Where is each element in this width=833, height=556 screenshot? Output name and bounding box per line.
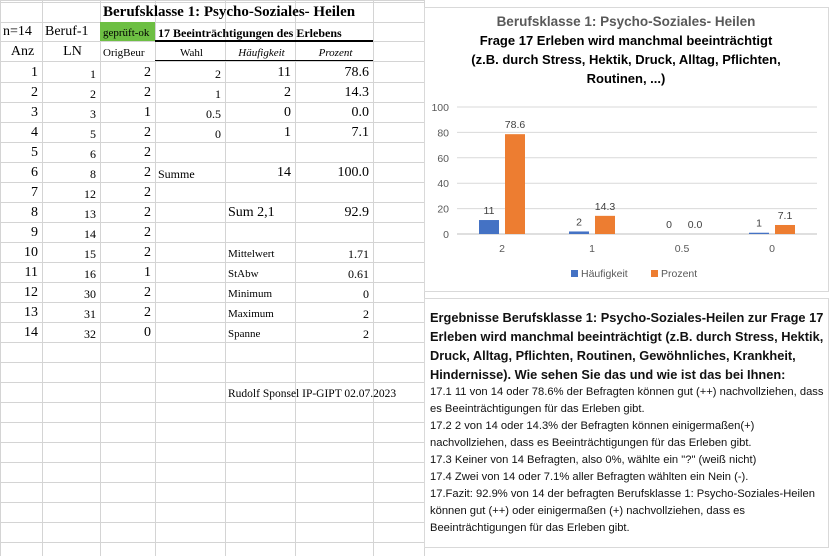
legend-label: Prozent	[661, 268, 698, 280]
anz-cell[interactable]: 12	[24, 285, 38, 300]
anz-cell[interactable]: 14	[24, 325, 38, 340]
origbeur-cell[interactable]: 2	[144, 205, 151, 220]
origbeur-cell[interactable]: 2	[144, 145, 151, 160]
results-textbox[interactable]	[424, 298, 829, 548]
anz-cell[interactable]: 7	[31, 185, 38, 200]
beruf-label[interactable]: Beruf-1	[45, 24, 89, 39]
origbeur-cell[interactable]: 2	[144, 65, 151, 80]
haeufigkeit-cell[interactable]: 0	[284, 105, 291, 120]
anz-cell[interactable]: 3	[31, 105, 38, 120]
result-item-4: 17.4 Zwei von 14 oder 7.1% aller Befragten wählten ein Nein (-).	[430, 471, 749, 483]
chart-title-line: Frage 17 Erleben wird manchmal beeinträchtigt	[479, 33, 773, 48]
stat-value[interactable]: 2	[363, 327, 369, 341]
question-header[interactable]: 17 Beeinträchtigungen des Erlebens	[158, 26, 342, 40]
anz-cell[interactable]: 8	[31, 205, 38, 220]
prozent-cell[interactable]: 78.6	[344, 65, 369, 80]
haeufigkeit-cell[interactable]: 2	[284, 85, 291, 100]
sum21-prozent[interactable]: 92.9	[344, 205, 369, 220]
col-header-haeufigkeit[interactable]: Häufigkeit	[238, 47, 285, 59]
x-tick-label: 0.5	[674, 243, 690, 255]
stat-label[interactable]: Spanne	[228, 328, 261, 340]
stat-label[interactable]: Minimum	[228, 288, 273, 300]
data-label: 1	[756, 217, 762, 230]
ln-cell[interactable]: 32	[84, 327, 96, 341]
anz-cell[interactable]: 5	[31, 145, 38, 160]
chart-title-line: Berufsklasse 1: Psycho-Soziales- Heilen	[496, 14, 756, 29]
origbeur-cell[interactable]: 2	[144, 125, 151, 140]
anz-cell[interactable]: 13	[24, 305, 38, 320]
stat-value[interactable]: 0.61	[348, 267, 369, 281]
haeufigkeit-cell[interactable]: 1	[284, 125, 291, 140]
wahl-cell[interactable]: 1	[215, 87, 221, 101]
stat-label[interactable]: Maximum	[228, 308, 274, 320]
summe-label[interactable]: Summe	[158, 167, 195, 181]
bar-haeufigkeit	[479, 220, 499, 234]
wahl-cell[interactable]: 0	[215, 127, 221, 141]
origbeur-cell[interactable]: 2	[144, 185, 151, 200]
y-tick-label: 100	[431, 102, 449, 114]
y-tick-label: 20	[437, 203, 449, 216]
origbeur-cell[interactable]: 2	[144, 225, 151, 240]
ln-cell[interactable]: 2	[90, 87, 96, 101]
stat-value[interactable]: 0	[363, 287, 369, 301]
data-label: 14.3	[594, 200, 616, 213]
bar-prozent	[595, 216, 615, 234]
ln-cell[interactable]: 8	[90, 167, 96, 181]
data-label: 7.1	[777, 209, 793, 222]
summe-haeufigkeit[interactable]: 14	[277, 165, 291, 180]
prozent-cell[interactable]: 0.0	[351, 105, 369, 120]
y-tick-label: 60	[437, 152, 449, 165]
prozent-cell[interactable]: 14.3	[344, 85, 369, 100]
sum21-label[interactable]: Sum 2,1	[228, 205, 275, 220]
col-header-origbeur[interactable]: OrigBeur	[103, 47, 145, 59]
n-label[interactable]: n=14	[3, 24, 32, 39]
bar-prozent	[775, 225, 795, 234]
origbeur-cell[interactable]: 1	[144, 265, 151, 280]
geprueft-badge[interactable]: geprüft-ok	[100, 22, 155, 41]
x-tick-label: 0	[769, 243, 775, 255]
wahl-cell[interactable]: 0.5	[206, 107, 221, 121]
results-heading: Ergebnisse Berufsklasse 1: Psycho-Soziales-Heilen zur Frage 17 Erleben wird manchmal beeinträchtigt (z.B. durch Stress, Hektik, Druck, Alltag, Pflichten, Routinen, Gewöhnliches, Krankheit, Hindernisse). Wie sehen Sie das und wie ist das bei Ihnen:	[430, 310, 824, 382]
col-header-wahl[interactable]: Wahl	[180, 47, 203, 59]
ln-cell[interactable]: 6	[90, 147, 96, 161]
result-item-5: 17.Fazit: 92.9% von 14 der befragten Berufsklasse 1: Psycho-Soziales-Heilen können gut (++) oder einigermaßen (+) nachvollziehen, dass es Beeinträchtigungen für das Erleben gibt.	[430, 488, 815, 534]
col-header-anz[interactable]: Anz	[10, 44, 35, 59]
data-label: 11	[483, 205, 495, 218]
bar-haeufigkeit	[749, 233, 769, 234]
ln-cell[interactable]: 15	[84, 247, 96, 261]
bar-prozent	[505, 134, 525, 234]
ln-cell[interactable]: 14	[84, 227, 96, 241]
legend-swatch	[651, 270, 658, 277]
origbeur-cell[interactable]: 0	[144, 325, 151, 340]
prozent-cell[interactable]: 7.1	[351, 125, 369, 140]
y-tick-label: 40	[437, 178, 449, 191]
anz-cell[interactable]: 6	[31, 165, 38, 180]
result-item-2: 17.2 2 von 14 oder 14.3% der Befragten können einigermaßen(+) nachvollziehen, dass es Beeinträchtigungen für das Erleben gibt.	[430, 420, 755, 449]
author-credit[interactable]: Rudolf Sponsel IP-GIPT 02.07.2023	[228, 387, 397, 400]
anz-cell[interactable]: 2	[31, 85, 38, 100]
ln-cell[interactable]: 30	[84, 287, 96, 301]
haeufigkeit-cell[interactable]: 11	[277, 65, 291, 80]
origbeur-cell[interactable]: 2	[144, 285, 151, 300]
legend-swatch	[571, 270, 578, 277]
wahl-cell[interactable]: 2	[215, 67, 221, 81]
origbeur-cell[interactable]: 2	[144, 85, 151, 100]
summe-prozent[interactable]: 100.0	[337, 165, 369, 180]
ln-cell[interactable]: 16	[84, 267, 96, 281]
ln-cell[interactable]: 1	[90, 67, 96, 81]
ln-cell[interactable]: 31	[84, 307, 96, 321]
anz-cell[interactable]: 10	[24, 245, 38, 260]
anz-cell[interactable]: 1	[31, 65, 38, 80]
result-item-1: 17.1 11 von 14 oder 78.6% der Befragten können gut (++) nachvollziehen, dass es Beeinträchtigungen für das Erleben gibt.	[430, 386, 824, 415]
anz-cell[interactable]: 9	[31, 225, 38, 240]
legend-label: Häufigkeit	[581, 268, 628, 280]
ln-cell[interactable]: 5	[90, 127, 96, 141]
x-tick-label: 2	[499, 243, 505, 255]
origbeur-cell[interactable]: 2	[144, 165, 151, 180]
bar-chart	[425, 8, 828, 291]
sheet-title[interactable]: Berufsklasse 1: Psycho-Soziales- Heilen	[103, 4, 356, 20]
y-tick-label: 80	[437, 127, 449, 140]
chart-title-line: (z.B. durch Stress, Hektik, Druck, Alltag, Pflichten,	[471, 52, 781, 67]
stat-value[interactable]: 1.71	[348, 247, 369, 261]
ln-cell[interactable]: 3	[90, 107, 96, 121]
col-header-ln[interactable]: LN	[63, 44, 82, 59]
anz-cell[interactable]: 11	[24, 265, 38, 280]
data-label: 78.6	[504, 119, 526, 132]
ln-cell[interactable]: 12	[84, 187, 96, 201]
chart-title-line: Routinen, ...)	[586, 71, 666, 86]
stat-label[interactable]: Mittelwert	[228, 248, 275, 260]
result-item-3: 17.3 Keiner von 14 Befragten, also 0%, wählte ein "?" (weiß nicht)	[430, 454, 757, 466]
origbeur-cell[interactable]: 1	[144, 105, 151, 120]
col-header-prozent[interactable]: Prozent	[318, 47, 353, 59]
origbeur-cell[interactable]: 2	[144, 245, 151, 260]
bar-haeufigkeit	[569, 231, 589, 234]
anz-cell[interactable]: 4	[31, 125, 38, 140]
data-label: 0.0	[687, 219, 703, 231]
ln-cell[interactable]: 13	[84, 207, 96, 221]
chart-panel[interactable]	[424, 7, 829, 292]
origbeur-cell[interactable]: 2	[144, 305, 151, 320]
x-tick-label: 1	[589, 243, 595, 255]
stat-label[interactable]: StAbw	[228, 268, 259, 280]
y-tick-label: 0	[443, 229, 449, 241]
stat-value[interactable]: 2	[363, 307, 369, 321]
data-label: 2	[576, 216, 582, 229]
data-label: 0	[666, 219, 672, 231]
